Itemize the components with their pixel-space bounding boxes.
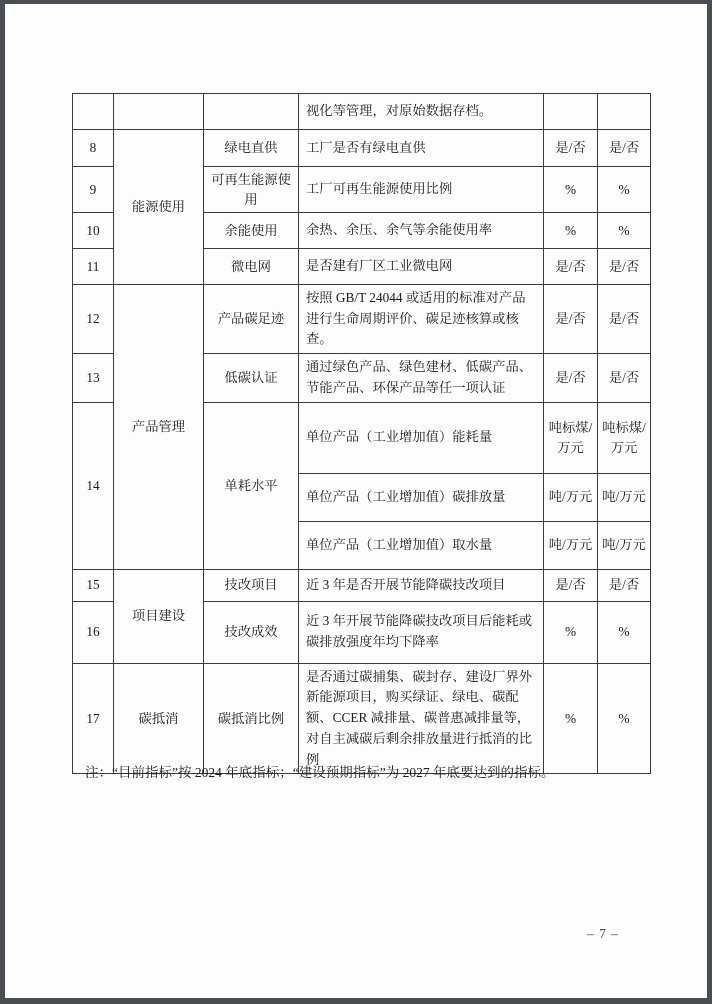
expected-value-cell: 是/否 [598,354,651,402]
row-number-cell: 12 [73,285,114,354]
current-value-cell: 是/否 [544,569,598,601]
table-row-12 [73,285,651,354]
indicator-cell: 产品碳足迹 [204,285,299,354]
expected-value-cell: 是/否 [598,569,651,601]
description-cell: 工厂可再生能源使用比例 [299,167,544,213]
document-page [5,4,707,998]
row-number-cell [73,94,114,130]
description-cell: 视化等管理，对原始数据存档。 [299,94,544,130]
row-number-cell: 8 [73,130,114,167]
current-value-cell: 是/否 [544,354,598,402]
row-number-cell: 10 [73,213,114,249]
current-value-cell: 是/否 [544,249,598,285]
current-value-cell: 吨标煤/万元 [544,402,598,473]
expected-value-cell [598,94,651,130]
indicator-cell: 技改项目 [204,569,299,601]
description-cell: 按照 GB/T 24044 或适用的标准对产品进行生命周期评价、碳足迹核算或核查。 [299,285,544,354]
description-cell: 单位产品（工业增加值）能耗量 [299,402,544,473]
description-cell: 是否建有厂区工业微电网 [299,249,544,285]
table-row-15 [73,569,651,601]
current-value-cell: 吨/万元 [544,521,598,569]
current-value-cell: % [544,167,598,213]
description-cell: 近 3 年开展节能降碳技改项目后能耗或碳排放强度年均下降率 [299,601,544,663]
indicator-cell [204,94,299,130]
indicator-cell: 技改成效 [204,601,299,663]
indicator-cell: 可再生能源使用 [204,167,299,213]
row-number-cell: 17 [73,663,114,774]
category-cell: 能源使用 [114,130,204,285]
row-number-cell: 14 [73,402,114,569]
indicator-cell: 低碳认证 [204,354,299,402]
expected-value-cell: 是/否 [598,249,651,285]
indicator-cell: 微电网 [204,249,299,285]
indicator-cell: 余能使用 [204,213,299,249]
category-cell: 项目建设 [114,569,204,663]
indicator-cell: 碳抵消比例 [204,663,299,774]
description-cell: 是否通过碳捕集、碳封存、建设厂界外新能源项目，购买绿证、绿电、碳配额、CCER 减排量、碳普惠减排量等，对自主减碳后剩余排放量进行抵消的比例 [299,663,544,774]
category-cell: 产品管理 [114,285,204,570]
current-value-cell: 是/否 [544,285,598,354]
table-row-17 [73,663,651,774]
current-value-cell: % [544,213,598,249]
row-number-cell: 11 [73,249,114,285]
page-number: – 7 – [587,926,619,941]
expected-value-cell: 是/否 [598,130,651,167]
indicator-table [72,93,651,774]
row-number-cell: 13 [73,354,114,402]
table-row-continuation [73,94,651,130]
indicator-cell: 绿电直供 [204,130,299,167]
description-cell: 单位产品（工业增加值）取水量 [299,521,544,569]
description-cell: 通过绿色产品、绿色建材、低碳产品、节能产品、环保产品等任一项认证 [299,354,544,402]
row-number-cell: 15 [73,569,114,601]
expected-value-cell: 吨标煤/万元 [598,402,651,473]
description-cell: 工厂是否有绿电直供 [299,130,544,167]
expected-value-cell: 是/否 [598,285,651,354]
current-value-cell [544,94,598,130]
expected-value-cell: 吨/万元 [598,473,651,521]
expected-value-cell: % [598,167,651,213]
row-number-cell: 9 [73,167,114,213]
category-cell: 碳抵消 [114,663,204,774]
current-value-cell: % [544,601,598,663]
expected-value-cell: % [598,601,651,663]
expected-value-cell: 吨/万元 [598,521,651,569]
expected-value-cell: % [598,213,651,249]
description-cell: 余热、余压、余气等余能使用率 [299,213,544,249]
expected-value-cell: % [598,663,651,774]
current-value-cell: 是/否 [544,130,598,167]
current-value-cell: 吨/万元 [544,473,598,521]
current-value-cell: % [544,663,598,774]
table-row-8 [73,130,651,167]
description-cell: 单位产品（工业增加值）碳排放量 [299,473,544,521]
category-cell [114,94,204,130]
footnote: 注：“目前指标”按 2024 年底指标；“建设预期指标”为 2027 年底要达到的指标。 [85,765,555,780]
description-cell: 近 3 年是否开展节能降碳技改项目 [299,569,544,601]
indicator-cell: 单耗水平 [204,402,299,569]
row-number-cell: 16 [73,601,114,663]
